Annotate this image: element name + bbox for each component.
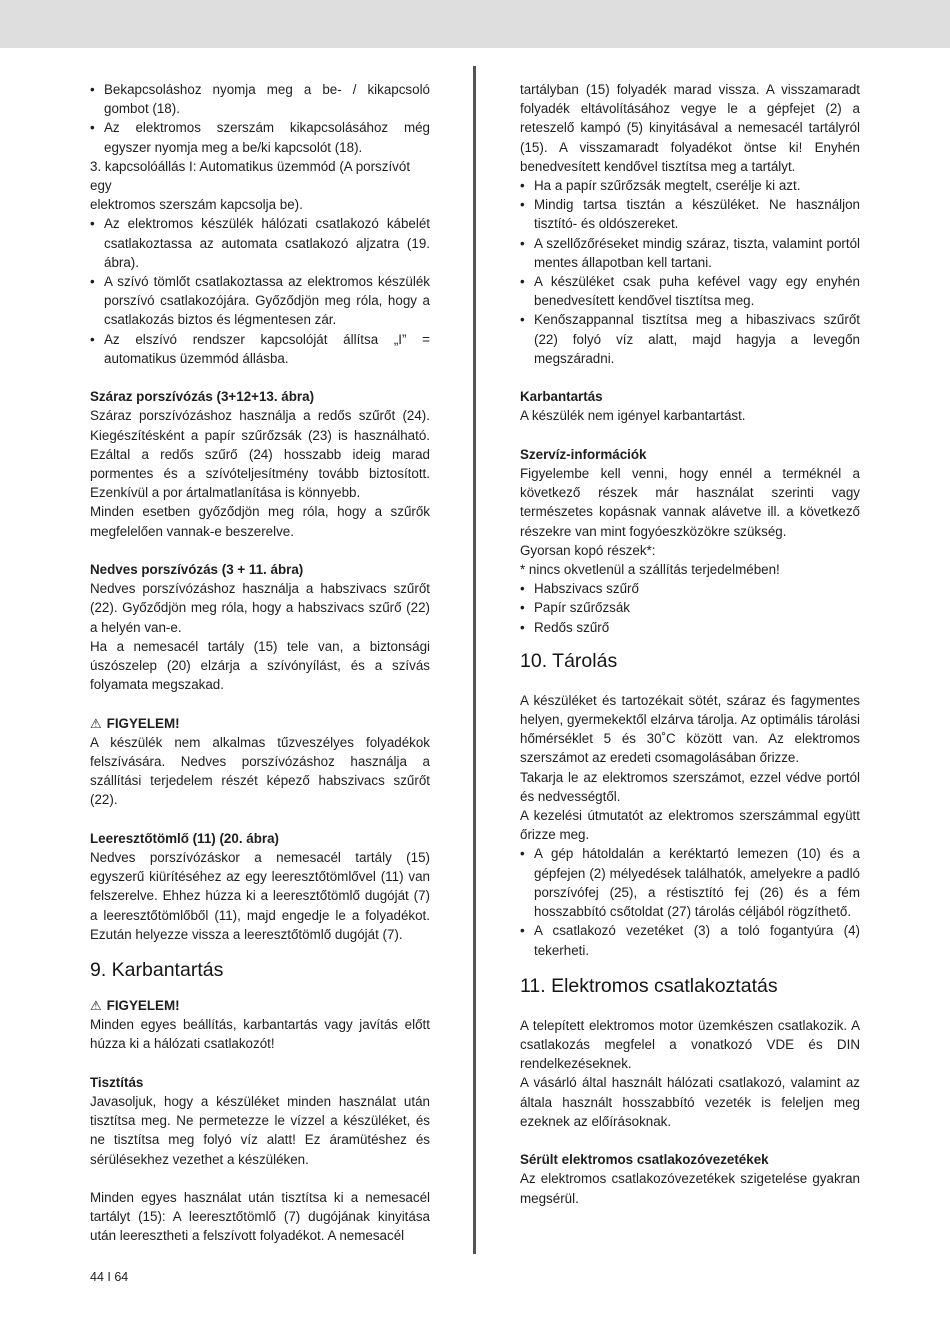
cleaning-paragraph: Javasoljuk, hogy a készüléket minden használat után tisztítsa meg. Ne permetezze le vízzel a készüléket, és ne tisztítsa meg folyó víz alatt! Ez áramütéshez és sérülésekhez vezethet a készüléken. (90, 1094, 430, 1167)
drain-hose-paragraph: Nedves porszívózáskor a nemesacél tartály (15) egyszerű kiürítéséhez az egy leeresztőtömlővel (11) van felszerelve. Ehhez húzza ki a leeresztőtömlő dugóját (7) a leeresztőtömlőből (11), majd engedje le a folyadékot. Ezután helyezze vissza a leeresztőtömlő dugóját (7). (90, 850, 430, 942)
list-item: • Bekapcsoláshoz nyomja meg a be- / kikapcsoló gombot (18). (90, 80, 430, 118)
column-divider (473, 66, 476, 1254)
drain-hose-heading: Leeresztőtömlő (11) (20. ábra) (90, 830, 280, 846)
right-column (520, 80, 860, 1208)
list-item: • Ha a papír szűrőzsák megtelt, cserélje ki azt. (520, 176, 860, 195)
cleaning-paragraph-2: Minden egyes használat után tisztítsa ki a nemesacél tartályt (15): A leeresztőtömlő (7) dugójának kinyitása után leeresztheti a felszívott folyadékot. A nemesacél (90, 1190, 430, 1244)
list-item: • A csatlakozó vezetéket (3) a toló fogantyúra (4) tekerheti. (520, 921, 860, 959)
section-11-title: 11. Elektromos csatlakoztatás (520, 974, 778, 997)
storage-paragraph-3: A kezelési útmutatót az elektromos szerszámmal együtt őrizze meg. (520, 808, 860, 843)
list-item: • Habszivacs szűrő (520, 579, 860, 598)
wet-vacuum-paragraph: Nedves porszívózáshoz használja a habszivacs szűrőt (22). Győződjön meg róla, hogy a habszivacs szűrő (22) a helyén van-e. (90, 581, 430, 635)
list-item: • A szívó tömlőt csatlakoztassa az elektromos készülék porszívó csatlakozójára. Győződjön meg róla, hogy a csatlakozás biztos és légmentesen zár. (90, 272, 430, 330)
instructions-list-mid (90, 214, 430, 368)
storage-paragraph: A készüléket és tartozékait sötét, száraz és fagymentes helyen, gyermekektől elzárva tárolja. Az optimális tárolási hőmérséklet 5 és 30˚C között van. Az elektromos szerszámot az eredeti csomagolásában őrizze. (520, 692, 860, 766)
wet-vacuum-heading: Nedves porszívózás (3 + 11. ábra) (90, 562, 304, 578)
storage-list (520, 844, 860, 959)
top-header-bar (0, 0, 950, 48)
dry-vacuum-heading: Száraz porszívózás (3+12+13. ábra) (90, 389, 315, 405)
list-item: • Az elszívó rendszer kapcsolóját állítsa „I” = automatikus üzemmód állásba. (90, 330, 430, 368)
maintenance-paragraph: A készülék nem igényel karbantartást. (520, 408, 746, 424)
list-item: • Az elektromos készülék hálózati csatlakozó kábelét csatlakoztassa az automata csatlakozó aljzatra (19. ábra). (90, 214, 430, 272)
cleaning-heading: Tisztítás (90, 1074, 144, 1090)
wear-parts-list (520, 579, 860, 637)
wet-vacuum-paragraph-2: Ha a nemesacél tartály (15) tele van, a biztonsági úszószelep (20) elzárja a szívónyílást, és a szívás folyamata megszakad. (90, 638, 430, 693)
wear-parts-label: Gyorsan kopó részek*: (520, 542, 656, 558)
section-9-title: 9. Karbantartás (90, 959, 224, 982)
list-item: • Redős szűrő (520, 618, 860, 637)
cleaning-tips-list (520, 176, 860, 368)
electrical-paragraph: A telepített elektromos motor üzemkészen csatlakozik. A csatlakozás megfelel a vonatkozó VDE és DIN rendelkezéseknek. (520, 1017, 860, 1072)
warning-text: Minden egyes beállítás, karbantartás vagy javítás előtt húzza ki a hálózati csatlakozót! (90, 1017, 430, 1052)
plain-line: elektromos szerszám kapcsolja be). (90, 197, 303, 213)
list-item: • A gép hátoldalán a keréktartó lemezen (10) és a gépfejen (2) mélyedések találhatók, amelyekre a padló porszívófej (25), a réstisztító fej (26) és a fém hosszabbító csőtoldat (27) tárolás céljából rögzíthető. (520, 844, 860, 921)
warning-triangle-icon: ⚠ (90, 998, 102, 1014)
electrical-paragraph-2: A vásárló által használt hálózati csatlakozó, valamint az általa használt hosszabbító vezeték is feleljen meg ezeknek az előírásoknak. (520, 1075, 860, 1129)
dry-vacuum-paragraph: Száraz porszívózáshoz használja a redős szűrőt (24). Kiegészítésként a papír szűrőzsák (23) is használható. Ezáltal a redős szűrő (24) hosszabb ideig marad pormentes és a szívóteljesítmény tovább biztosított. Ezenkívül a por ártalmatlanítása is könnyebb. (90, 408, 430, 501)
instructions-list-top (90, 80, 430, 157)
section-10-title: 10. Tárolás (520, 649, 618, 672)
list-item: • Kenőszappannal tisztítsa meg a hibaszivacs szűrőt (22) folyó víz alatt, majd hagyja a levegőn megszáradni. (520, 310, 860, 368)
warning-text: A készülék nem alkalmas tűzveszélyes folyadékok felszívására. Nedves porszívózáshoz használja a szállítási terjedelem részét képező habszivacs szűrőt (22). (90, 734, 430, 808)
warning-triangle-icon: ⚠ (90, 715, 102, 731)
warning-label: ⚠ FIGYELEM! (90, 998, 180, 1014)
damaged-cables-heading: Sérült elektromos csatlakozóvezetékek (520, 1152, 769, 1168)
service-info-paragraph: Figyelembe kell venni, hogy ennél a terméknél a következő részek már használat szerinti vagy természetes kopásnak vannak alávetve ill. a következő részekre van mint fogyóeszközökre szükség. (520, 466, 860, 539)
list-item: • Az elektromos szerszám kikapcsolásához még egyszer nyomja meg a be/ki kapcsolót (18). (90, 118, 430, 156)
wear-parts-note: * nincs okvetlenül a szállítás terjedelmében! (520, 562, 780, 578)
list-item: • Mindig tartsa tisztán a készüléket. Ne használjon tisztító- és oldószereket. (520, 195, 860, 233)
plain-line: 3. kapcsolóállás I: Automatikus üzemmód (A porszívót egy (90, 158, 411, 194)
dry-vacuum-paragraph-2: Minden esetben győződjön meg róla, hogy a szűrők megfelelően vannak-e beszerelve. (90, 504, 430, 539)
list-item: • A szellőzőréseket mindig száraz, tiszta, valamint portól mentes állapotban kell tartani. (520, 234, 860, 272)
page-number: 44 I 64 (90, 1270, 129, 1284)
continued-paragraph: tartályban (15) folyadék marad vissza. A visszamaradt folyadék eltávolításához vegye le a gépfejet (2) a reteszelő kampó (5) kinyitásával a nemesacél tartályról (15). A visszamaradt folyadékot öntse ki! Enyhén benedvesített kendővel tisztítsa meg a tartályt. (520, 82, 860, 174)
storage-paragraph-2: Takarja le az elektromos szerszámot, ezzel védve portól és nedvességtől. (520, 769, 860, 804)
damaged-cables-paragraph: Az elektromos csatlakozóvezetékek szigetelése gyakran megsérül. (520, 1171, 860, 1206)
left-column (90, 80, 430, 1246)
list-item: • A készüléket csak puha kefével vagy egy enyhén benedvesített kendővel tisztítsa meg. (520, 272, 860, 310)
service-info-heading: Szervíz-információk (520, 446, 647, 462)
list-item: • Papír szűrőzsák (520, 598, 860, 617)
maintenance-heading: Karbantartás (520, 389, 603, 405)
warning-label: ⚠ FIGYELEM! (90, 715, 180, 731)
